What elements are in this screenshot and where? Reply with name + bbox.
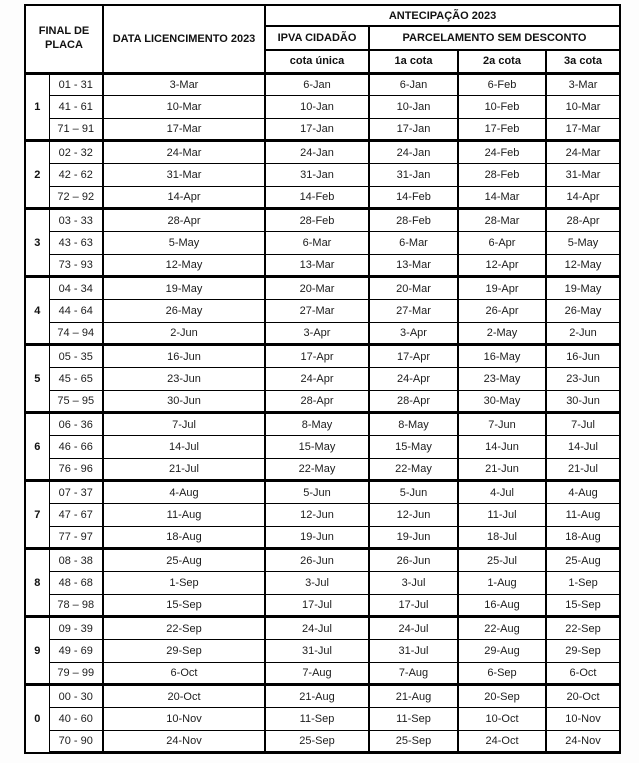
cota-1-cell: 17-Apr <box>369 345 458 368</box>
antecipacao-header: ANTECIPAÇÃO 2023 <box>265 5 620 26</box>
plate-range-cell: 02 - 32 <box>49 141 103 164</box>
cota-unica-cell: 14-Feb <box>265 186 369 209</box>
plate-final-digit-cell: 9 <box>25 617 49 685</box>
licensing-date-cell: 2-Jun <box>103 322 265 345</box>
cota-unica-cell: 17-Jan <box>265 118 369 141</box>
plate-range-cell: 41 - 61 <box>49 96 103 119</box>
cota-unica-header: cota única <box>265 50 369 73</box>
plate-range-cell: 40 - 60 <box>49 707 103 730</box>
table-row <box>25 345 620 368</box>
licensing-date-cell: 22-Sep <box>103 617 265 640</box>
cota-1-cell: 7-Aug <box>369 662 458 685</box>
table-row <box>25 390 620 413</box>
cota-2-cell: 16-Aug <box>458 594 546 617</box>
cota-3-cell: 22-Sep <box>546 617 620 640</box>
cota-3-cell: 21-Jul <box>546 458 620 481</box>
licensing-date-cell: 25-Aug <box>103 549 265 572</box>
cota-unica-cell: 17-Jul <box>265 594 369 617</box>
table-row <box>25 639 620 662</box>
plate-range-cell: 08 - 38 <box>49 549 103 572</box>
plate-final-digit-cell: 4 <box>25 277 49 345</box>
cota-1-cell: 28-Feb <box>369 209 458 232</box>
licensing-date-cell: 7-Jul <box>103 413 265 436</box>
cota-unica-cell: 13-Mar <box>265 254 369 277</box>
cota-unica-cell: 3-Apr <box>265 322 369 345</box>
cota-3-cell: 14-Apr <box>546 186 620 209</box>
table-row <box>25 594 620 617</box>
cota-2-cell: 28-Feb <box>458 164 546 187</box>
licensing-date-cell: 5-May <box>103 232 265 255</box>
cota-unica-cell: 24-Jul <box>265 617 369 640</box>
plate-final-digit-cell: 2 <box>25 141 49 209</box>
cota-3-cell: 18-Aug <box>546 526 620 549</box>
cota-1-cell: 12-Jun <box>369 503 458 526</box>
cota-2-cell: 1-Aug <box>458 571 546 594</box>
cota-2-cell: 6-Feb <box>458 73 546 96</box>
plate-final-digit-cell: 8 <box>25 549 49 617</box>
cota-2-cell: 21-Jun <box>458 458 546 481</box>
cota-2-cell: 14-Mar <box>458 186 546 209</box>
cota-unica-cell: 27-Mar <box>265 300 369 323</box>
cota-3-cell: 24-Mar <box>546 141 620 164</box>
table-row <box>25 209 620 232</box>
table-row <box>25 368 620 391</box>
cota-1-cell: 10-Jan <box>369 96 458 119</box>
table-row <box>25 322 620 345</box>
cota-3-cell: 11-Aug <box>546 503 620 526</box>
cota-2-cell: 17-Feb <box>458 118 546 141</box>
cota-1-cell: 17-Jan <box>369 118 458 141</box>
plate-range-cell: 46 - 66 <box>49 436 103 459</box>
cota-1-cell: 8-May <box>369 413 458 436</box>
cota-unica-cell: 11-Sep <box>265 707 369 730</box>
cota-1-cell: 5-Jun <box>369 481 458 504</box>
final-de-placa-header: FINAL DE PLACA <box>25 5 103 73</box>
cota-2-cell: 22-Aug <box>458 617 546 640</box>
cota-3-cell: 24-Nov <box>546 730 620 753</box>
licensing-date-cell: 29-Sep <box>103 639 265 662</box>
cota-3-cell: 15-Sep <box>546 594 620 617</box>
cota-1-cell: 3-Jul <box>369 571 458 594</box>
cota-unica-cell: 19-Jun <box>265 526 369 549</box>
cota-2-cell: 10-Oct <box>458 707 546 730</box>
plate-range-cell: 05 - 35 <box>49 345 103 368</box>
plate-range-cell: 47 - 67 <box>49 503 103 526</box>
cota-unica-cell: 10-Jan <box>265 96 369 119</box>
licensing-date-cell: 12-May <box>103 254 265 277</box>
cota-1-cell: 19-Jun <box>369 526 458 549</box>
cota-3-cell: 5-May <box>546 232 620 255</box>
cota-3-cell: 31-Mar <box>546 164 620 187</box>
cota-unica-cell: 22-May <box>265 458 369 481</box>
cota-2-cell: 10-Feb <box>458 96 546 119</box>
cota-3-cell: 1-Sep <box>546 571 620 594</box>
cota-2-cell: 12-Apr <box>458 254 546 277</box>
table-row <box>25 549 620 572</box>
licensing-date-cell: 16-Jun <box>103 345 265 368</box>
licensing-date-cell: 3-Mar <box>103 73 265 96</box>
plate-range-cell: 48 - 68 <box>49 571 103 594</box>
table-row <box>25 685 620 708</box>
ipva-schedule-table <box>24 4 621 754</box>
cota-unica-cell: 31-Jul <box>265 639 369 662</box>
cota-2-cell: 18-Jul <box>458 526 546 549</box>
licensing-date-cell: 30-Jun <box>103 390 265 413</box>
cota-1-cell: 22-May <box>369 458 458 481</box>
cota-2-cell: 30-May <box>458 390 546 413</box>
plate-range-cell: 74 – 94 <box>49 322 103 345</box>
plate-range-cell: 01 - 31 <box>49 73 103 96</box>
licensing-date-cell: 11-Aug <box>103 503 265 526</box>
cota-3-header: 3a cota <box>546 50 620 73</box>
cota-1-cell: 25-Sep <box>369 730 458 753</box>
plate-range-cell: 04 - 34 <box>49 277 103 300</box>
cota-2-cell: 28-Mar <box>458 209 546 232</box>
cota-unica-cell: 8-May <box>265 413 369 436</box>
licensing-date-cell: 15-Sep <box>103 594 265 617</box>
plate-range-cell: 42 - 62 <box>49 164 103 187</box>
licensing-date-cell: 24-Mar <box>103 141 265 164</box>
cota-2-cell: 25-Jul <box>458 549 546 572</box>
cota-1-cell: 14-Feb <box>369 186 458 209</box>
cota-2-cell: 14-Jun <box>458 436 546 459</box>
cota-1-cell: 6-Mar <box>369 232 458 255</box>
licensing-date-cell: 14-Apr <box>103 186 265 209</box>
table-row <box>25 277 620 300</box>
cota-unica-cell: 7-Aug <box>265 662 369 685</box>
cota-1-cell: 28-Apr <box>369 390 458 413</box>
cota-1-cell: 21-Aug <box>369 685 458 708</box>
cota-1-cell: 24-Jul <box>369 617 458 640</box>
cota-2-cell: 23-May <box>458 368 546 391</box>
table-row <box>25 662 620 685</box>
table-row <box>25 730 620 753</box>
plate-range-cell: 76 - 96 <box>49 458 103 481</box>
cota-3-cell: 6-Oct <box>546 662 620 685</box>
plate-final-digit-cell: 0 <box>25 685 49 753</box>
cota-2-cell: 26-Apr <box>458 300 546 323</box>
cota-2-cell: 24-Feb <box>458 141 546 164</box>
cota-1-cell: 6-Jan <box>369 73 458 96</box>
cota-unica-cell: 24-Jan <box>265 141 369 164</box>
cota-1-cell: 15-May <box>369 436 458 459</box>
table-row <box>25 232 620 255</box>
table-row <box>25 413 620 436</box>
cota-2-cell: 11-Jul <box>458 503 546 526</box>
plate-range-cell: 79 – 99 <box>49 662 103 685</box>
cota-1-cell: 3-Apr <box>369 322 458 345</box>
cota-3-cell: 2-Jun <box>546 322 620 345</box>
ipva-cidadao-header: IPVA CIDADÃO <box>265 26 369 50</box>
licensing-date-cell: 10-Nov <box>103 707 265 730</box>
table-row <box>25 707 620 730</box>
cota-2-cell: 7-Jun <box>458 413 546 436</box>
cota-unica-cell: 24-Apr <box>265 368 369 391</box>
licensing-date-cell: 6-Oct <box>103 662 265 685</box>
table-header <box>25 5 620 73</box>
licensing-date-cell: 1-Sep <box>103 571 265 594</box>
cota-3-cell: 7-Jul <box>546 413 620 436</box>
cota-2-cell: 2-May <box>458 322 546 345</box>
licensing-date-cell: 19-May <box>103 277 265 300</box>
licensing-date-cell: 28-Apr <box>103 209 265 232</box>
licensing-date-cell: 10-Mar <box>103 96 265 119</box>
plate-final-digit-cell: 1 <box>25 73 49 141</box>
cota-3-cell: 16-Jun <box>546 345 620 368</box>
licensing-date-cell: 14-Jul <box>103 436 265 459</box>
cota-2-cell: 16-May <box>458 345 546 368</box>
table-row <box>25 96 620 119</box>
cota-unica-cell: 6-Jan <box>265 73 369 96</box>
table-row <box>25 571 620 594</box>
plate-range-cell: 73 - 93 <box>49 254 103 277</box>
cota-1-cell: 31-Jul <box>369 639 458 662</box>
parcelamento-header: PARCELAMENTO SEM DESCONTO <box>369 26 620 50</box>
plate-range-cell: 09 - 39 <box>49 617 103 640</box>
cota-3-cell: 28-Apr <box>546 209 620 232</box>
plate-final-digit-cell: 5 <box>25 345 49 413</box>
cota-3-cell: 14-Jul <box>546 436 620 459</box>
plate-range-cell: 06 - 36 <box>49 413 103 436</box>
cota-2-cell: 6-Apr <box>458 232 546 255</box>
cota-1-cell: 24-Apr <box>369 368 458 391</box>
cota-2-cell: 19-Apr <box>458 277 546 300</box>
cota-1-cell: 11-Sep <box>369 707 458 730</box>
cota-3-cell: 12-May <box>546 254 620 277</box>
table-row <box>25 617 620 640</box>
licensing-date-cell: 18-Aug <box>103 526 265 549</box>
table-body <box>25 73 620 753</box>
plate-range-cell: 75 – 95 <box>49 390 103 413</box>
table-row <box>25 503 620 526</box>
table-row <box>25 254 620 277</box>
cota-1-cell: 31-Jan <box>369 164 458 187</box>
cota-3-cell: 10-Mar <box>546 96 620 119</box>
cota-2-header: 2a cota <box>458 50 546 73</box>
plate-final-digit-cell: 6 <box>25 413 49 481</box>
table-row <box>25 186 620 209</box>
cota-unica-cell: 21-Aug <box>265 685 369 708</box>
plate-final-digit-cell: 3 <box>25 209 49 277</box>
cota-2-cell: 24-Oct <box>458 730 546 753</box>
licensing-date-cell: 4-Aug <box>103 481 265 504</box>
header-row-1 <box>25 5 620 26</box>
plate-range-cell: 00 - 30 <box>49 685 103 708</box>
cota-3-cell: 10-Nov <box>546 707 620 730</box>
cota-unica-cell: 6-Mar <box>265 232 369 255</box>
cota-3-cell: 19-May <box>546 277 620 300</box>
cota-1-cell: 17-Jul <box>369 594 458 617</box>
plate-range-cell: 49 - 69 <box>49 639 103 662</box>
cota-2-cell: 4-Jul <box>458 481 546 504</box>
licensing-date-cell: 24-Nov <box>103 730 265 753</box>
plate-range-cell: 44 - 64 <box>49 300 103 323</box>
licensing-date-cell: 20-Oct <box>103 685 265 708</box>
plate-final-digit-cell: 7 <box>25 481 49 549</box>
data-licenciamento-header: DATA LICENCIMENTO 2023 <box>103 5 265 73</box>
plate-range-cell: 72 – 92 <box>49 186 103 209</box>
cota-unica-cell: 25-Sep <box>265 730 369 753</box>
plate-range-cell: 07 - 37 <box>49 481 103 504</box>
cota-unica-cell: 5-Jun <box>265 481 369 504</box>
cota-unica-cell: 12-Jun <box>265 503 369 526</box>
cota-1-cell: 27-Mar <box>369 300 458 323</box>
table-row <box>25 436 620 459</box>
plate-range-cell: 03 - 33 <box>49 209 103 232</box>
cota-unica-cell: 26-Jun <box>265 549 369 572</box>
table-row <box>25 300 620 323</box>
table-row <box>25 526 620 549</box>
cota-1-header: 1a cota <box>369 50 458 73</box>
cota-2-cell: 29-Aug <box>458 639 546 662</box>
cota-3-cell: 26-May <box>546 300 620 323</box>
cota-3-cell: 17-Mar <box>546 118 620 141</box>
cota-2-cell: 20-Sep <box>458 685 546 708</box>
table-row <box>25 73 620 96</box>
cota-1-cell: 24-Jan <box>369 141 458 164</box>
plate-range-cell: 78 – 98 <box>49 594 103 617</box>
plate-range-cell: 45 - 65 <box>49 368 103 391</box>
licensing-date-cell: 21-Jul <box>103 458 265 481</box>
cota-unica-cell: 17-Apr <box>265 345 369 368</box>
cota-unica-cell: 28-Apr <box>265 390 369 413</box>
table-row <box>25 481 620 504</box>
cota-unica-cell: 31-Jan <box>265 164 369 187</box>
licensing-date-cell: 26-May <box>103 300 265 323</box>
licensing-date-cell: 31-Mar <box>103 164 265 187</box>
table-row <box>25 118 620 141</box>
cota-3-cell: 3-Mar <box>546 73 620 96</box>
cota-3-cell: 29-Sep <box>546 639 620 662</box>
plate-range-cell: 43 - 63 <box>49 232 103 255</box>
cota-3-cell: 23-Jun <box>546 368 620 391</box>
cota-unica-cell: 28-Feb <box>265 209 369 232</box>
cota-1-cell: 20-Mar <box>369 277 458 300</box>
table-row <box>25 164 620 187</box>
cota-3-cell: 20-Oct <box>546 685 620 708</box>
cota-unica-cell: 3-Jul <box>265 571 369 594</box>
cota-3-cell: 25-Aug <box>546 549 620 572</box>
plate-range-cell: 77 - 97 <box>49 526 103 549</box>
licensing-date-cell: 17-Mar <box>103 118 265 141</box>
cota-unica-cell: 15-May <box>265 436 369 459</box>
cota-1-cell: 26-Jun <box>369 549 458 572</box>
cota-2-cell: 6-Sep <box>458 662 546 685</box>
cota-3-cell: 4-Aug <box>546 481 620 504</box>
cota-1-cell: 13-Mar <box>369 254 458 277</box>
table-row <box>25 141 620 164</box>
table-row <box>25 458 620 481</box>
plate-range-cell: 71 – 91 <box>49 118 103 141</box>
plate-range-cell: 70 - 90 <box>49 730 103 753</box>
cota-3-cell: 30-Jun <box>546 390 620 413</box>
licensing-date-cell: 23-Jun <box>103 368 265 391</box>
cota-unica-cell: 20-Mar <box>265 277 369 300</box>
